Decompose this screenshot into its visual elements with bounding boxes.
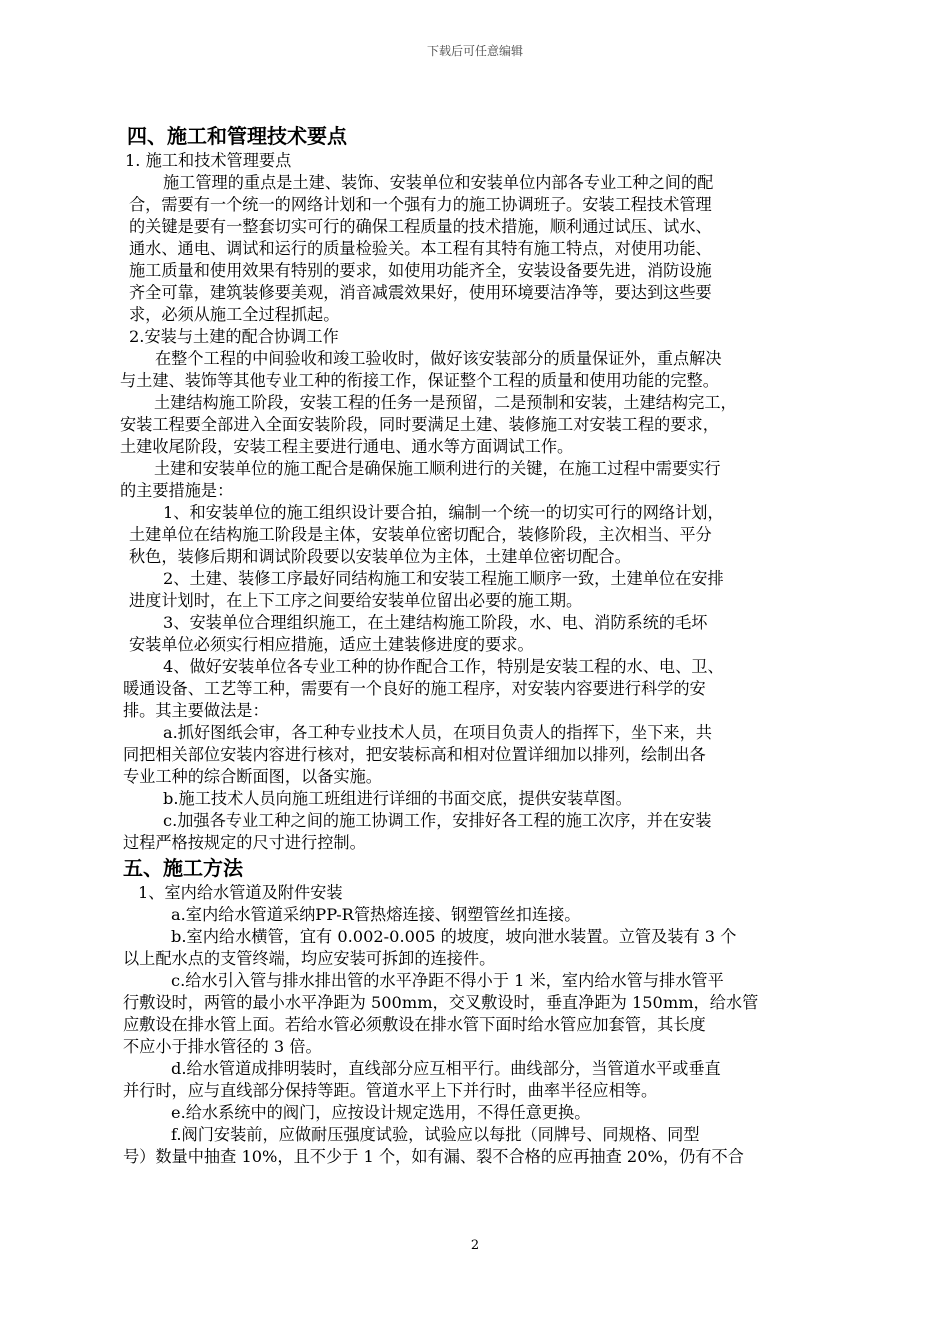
text-line: c.加强各专业工种之间的施工协调工作，安排好各工程的施工次序，并在安装	[163, 811, 712, 830]
section-heading: 五、施工方法	[123, 856, 243, 880]
text-line: 1. 施工和技术管理要点	[125, 151, 292, 170]
text-line: 在整个工程的中间验收和竣工验收时，做好该安装部分的质量保证外，重点解决	[155, 349, 722, 368]
text-line: 齐全可靠，建筑装修要美观，消音减震效果好，使用环境要洁净等，要达到这些要	[129, 283, 712, 302]
text-line: 2、土建、装修工序最好同结构施工和安装工程施工顺序一致，土建单位在安排	[163, 569, 724, 588]
text-line: 的关键是要有一整套切实可行的确保工程质量的技术措施，顺利通过试压、试水、	[129, 217, 712, 236]
section-heading: 四、施工和管理技术要点	[127, 124, 347, 148]
text-line: c.给水引入管与排水排出管的水平净距不得小于 1 米，室内给水管与排水管平	[171, 971, 724, 990]
text-line: 的主要措施是：	[120, 481, 234, 500]
document-body	[120, 122, 832, 1168]
text-line: 专业工种的综合断面图，以备实施。	[123, 767, 382, 786]
text-line: 与土建、装饰等其他专业工种的衔接工作，保证整个工程的质量和使用功能的完整。	[120, 371, 719, 390]
text-line: 4、做好安装单位各专业工种的协作配合工作，特别是安装工程的水、电、卫、	[163, 657, 724, 676]
text-line: 施工管理的重点是土建、装饰、安装单位和安装单位内部各专业工种之间的配	[163, 173, 714, 192]
text-line: 安装工程要全部进入全面安装阶段，同时要满足土建、装修施工对安装工程的要求，	[120, 415, 719, 434]
text-line: 并行时，应与直线部分保持等距。管道水平上下并行时，曲率半径应相等。	[123, 1081, 658, 1100]
text-line: 过程严格按规定的尺寸进行控制。	[123, 833, 366, 852]
text-line: 以上配水点的支管终端，均应安装可拆卸的连接件。	[123, 949, 496, 968]
text-line: 同把相关部位安装内容进行核对，把安装标高和相对位置详细加以排列，绘制出各	[123, 745, 706, 764]
text-line: e.给水系统中的阀门，应按设计规定选用，不得任意更换。	[171, 1103, 591, 1122]
text-line: 土建单位在结构施工阶段是主体，安装单位密切配合，装修阶段，主次相当、平分	[129, 525, 712, 544]
text-line: 合，需要有一个统一的网络计划和一个强有力的施工协调班子。安装工程技术管理	[129, 195, 712, 214]
text-line: 不应小于排水管径的 3 倍。	[123, 1037, 322, 1056]
page-header-note: 下载后可任意编辑	[426, 44, 523, 58]
text-line: 土建收尾阶段，安装工程主要进行通电、通水等方面调试工作。	[120, 437, 574, 456]
text-line: 排。其主要做法是：	[123, 701, 269, 720]
text-line: 求，必须从施工全过程抓起。	[129, 305, 340, 324]
text-line: 3、安装单位合理组织施工，在土建结构施工阶段，水、电、消防系统的毛坏	[163, 613, 708, 632]
text-line: a.抓好图纸会审，各工种专业技术人员，在项目负责人的指挥下，坐下来，共	[163, 723, 712, 742]
text-line: 安装单位必须实行相应措施，适应土建装修进度的要求。	[129, 635, 534, 654]
text-line: 行敷设时，两管的最小水平净距为 500mm，交叉敷设时，垂直净距为 150mm，给水管	[123, 993, 759, 1012]
text-line: 2.安装与土建的配合协调工作	[129, 327, 339, 346]
page-number: 2	[470, 1238, 480, 1253]
text-line: b.室内给水横管，宜有 0.002-0.005 的坡度，坡向泄水装置。立管及装有 3 个	[171, 927, 737, 946]
text-line: 施工质量和使用效果有特别的要求，如使用功能齐全，安装设备要先进，消防设施	[129, 261, 712, 280]
text-line: 秋色，装修后期和调试阶段要以安装单位为主体，土建单位密切配合。	[129, 547, 631, 566]
text-line: 1、室内给水管道及附件安装	[138, 883, 343, 902]
text-line: 号）数量中抽查 10%，且不少于 1 个，如有漏、裂不合格的应再抽查 20%，仍有不合	[123, 1147, 744, 1166]
text-line: a.室内给水管道采纳PP-R管热熔连接、钢塑管丝扣连接。	[171, 905, 581, 924]
text-line: 通水、通电、调试和运行的质量检验关。本工程有其特有施工特点，对使用功能、	[129, 239, 712, 258]
text-line: 应敷设在排水管上面。若给水管必须敷设在排水管下面时给水管应加套管，其长度	[123, 1015, 706, 1034]
text-line: 土建和安装单位的施工配合是确保施工顺利进行的关键，在施工过程中需要实行	[154, 459, 721, 478]
text-line: 土建结构施工阶段，安装工程的任务一是预留，二是预制和安装，土建结构完工，	[154, 393, 737, 412]
text-line: 暖通设备、工艺等工种，需要有一个良好的施工程序，对安装内容要进行科学的安	[123, 679, 706, 698]
text-line: 进度计划时，在上下工序之间要给安装单位留出必要的施工期。	[129, 591, 583, 610]
text-line: d.给水管道成排明装时，直线部分应互相平行。曲线部分，当管道水平或垂直	[171, 1059, 721, 1078]
text-line: 1、和安装单位的施工组织设计要合拍，编制一个统一的切实可行的网络计划，	[163, 503, 724, 522]
text-line: b.施工技术人员向施工班组进行详细的书面交底，提供安装草图。	[163, 789, 632, 808]
text-line: f.阀门安装前，应做耐压强度试验，试验应以每批（同牌号、同规格、同型	[171, 1125, 700, 1144]
